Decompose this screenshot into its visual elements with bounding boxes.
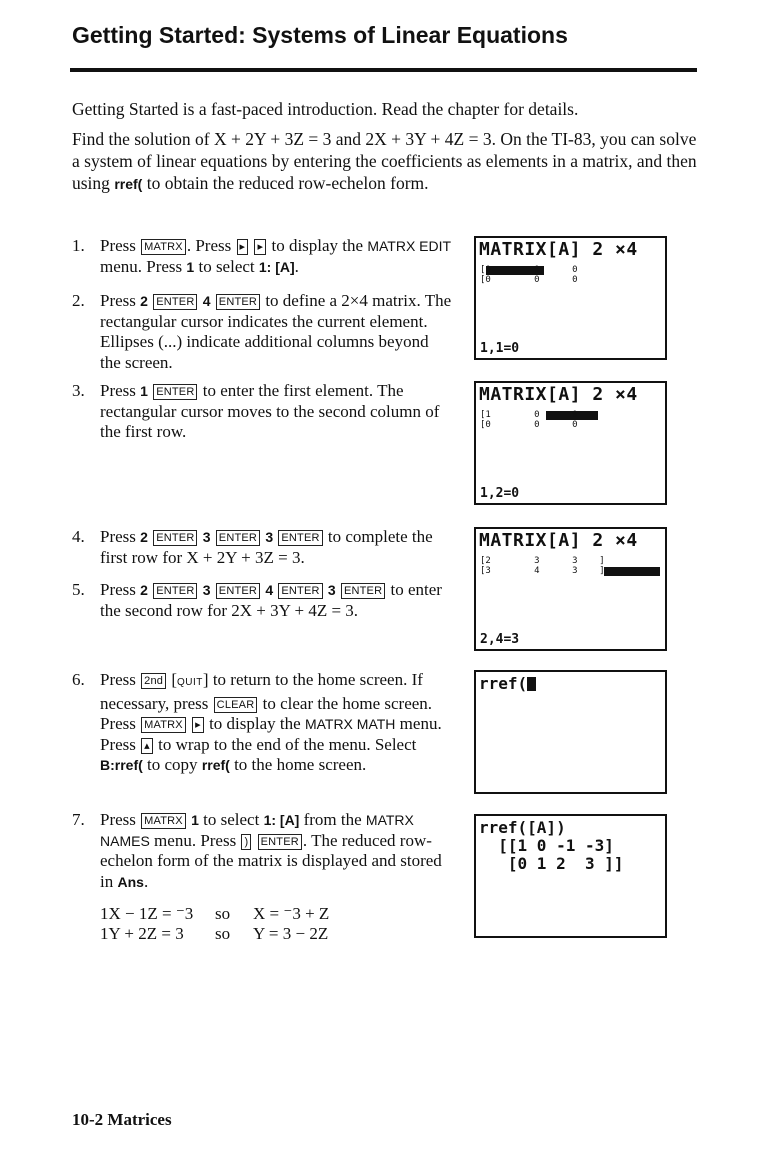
calculator-key: ENTER: [278, 583, 322, 599]
step-1: [72, 236, 452, 277]
matrix-row-2: [0 0 0: [480, 420, 600, 430]
page-title: Getting Started: Systems of Linear Equations: [72, 22, 568, 48]
matrix-row-1: [1 0 0: [480, 410, 600, 420]
step-text: [252, 831, 256, 850]
step-text: Press: [100, 810, 141, 829]
step-body: [100, 291, 452, 373]
step-text: to display the: [267, 236, 368, 255]
step-text: to clear the home screen. Press: [100, 693, 433, 733]
screen-header: MATRIX[A] 2 ×4: [479, 239, 638, 260]
calculator-key: ENTER: [216, 294, 260, 310]
step-text: Press: [100, 381, 141, 400]
key-entry: 1: [140, 383, 148, 399]
step-text: Press: [100, 670, 141, 689]
key-entry: 3: [202, 582, 211, 598]
calculator-screen-1: [474, 236, 667, 360]
home-line-1: [479, 675, 536, 692]
step-body: [100, 670, 452, 776]
calculator-key: ENTER: [153, 384, 197, 400]
matrix-row-1: [2 3 3 ]: [480, 556, 605, 566]
step-text: to complete the first row for X + 2Y + 3Z = 3.: [100, 527, 433, 567]
intro-rref-term: rref(: [114, 176, 143, 192]
step-body: [100, 381, 452, 443]
step-text: to wrap to the end of the menu. Select: [153, 734, 417, 754]
step-text: [211, 291, 215, 310]
step-text: [148, 580, 152, 599]
step-text: [249, 236, 253, 255]
step-text: [211, 527, 215, 546]
key-entry: 2: [140, 293, 148, 309]
step-text: . Press: [186, 236, 236, 255]
matrix-row-2: [0 0 0: [480, 275, 600, 285]
calculator-key: ): [241, 834, 251, 850]
matrix-row-2: [3 4 3 ]: [480, 566, 605, 576]
screen-header: MATRIX[A] 2 ×4: [479, 530, 638, 551]
step-text: to the home screen.: [229, 755, 367, 774]
step-text: from the: [299, 810, 366, 829]
calculator-screen-4: [474, 670, 667, 794]
page-footer: 10-2 Matrices: [72, 1110, 172, 1129]
step-3: [72, 381, 452, 443]
calculator-key: ENTER: [216, 530, 260, 546]
calculator-key: 2nd: [141, 673, 166, 689]
step-text: [148, 381, 152, 400]
calculator-key: ▸: [254, 239, 266, 255]
cursor-block: [527, 677, 536, 691]
equation-so: so: [215, 904, 231, 923]
menu-name: MATRX NAMES: [100, 812, 414, 849]
intro-paragraph-2: [72, 128, 702, 195]
key-entry: 1: [A]: [258, 258, 295, 275]
step-number: 2.: [72, 291, 85, 310]
step-6: [72, 670, 452, 776]
step-number: 3.: [72, 381, 85, 400]
step-text: Press: [100, 236, 141, 255]
step-text: [148, 527, 152, 546]
step-text: to define a 2×4 matrix. The rectangular cursor indicates the current element. Ellipses (...) indicate additional columns beyond the screen.: [100, 291, 452, 372]
home-line-2: [[1 0 -1 -3]: [479, 836, 614, 855]
step-body: [100, 810, 452, 892]
key-entry: rref(: [201, 757, 230, 773]
step-text: .: [294, 256, 299, 276]
step-2: [72, 291, 452, 373]
equation-left: 1Y + 2Z = 3: [100, 924, 184, 943]
title-rule: [70, 68, 697, 72]
home-line-3: [0 1 2 3 ]]: [479, 854, 624, 873]
step-text: [148, 291, 152, 310]
calculator-key: ENTER: [278, 530, 322, 546]
cursor-block: [604, 567, 660, 576]
menu-name: MATRX MATH: [304, 716, 396, 732]
key-entry: Ans: [117, 873, 144, 890]
calculator-key: ENTER: [153, 583, 197, 599]
step-text: Press: [100, 291, 141, 310]
step-text: Press: [100, 580, 141, 599]
key-entry: 3: [202, 529, 211, 545]
equation-right: Y = 3 − 2Z: [253, 924, 329, 943]
step-text: to select: [194, 256, 259, 276]
step-text: menu. Press: [149, 830, 241, 850]
matrix-row-1: [0 0 0: [480, 265, 600, 275]
step-text: [187, 714, 191, 733]
key-entry: 3: [265, 529, 274, 545]
screen-footer: 1,1=0: [480, 341, 520, 356]
step-text: menu. Press: [100, 714, 442, 754]
step-text: [273, 580, 277, 599]
step-text: Press: [100, 527, 141, 546]
intro-text-end: to obtain the reduced row-echelon form.: [142, 173, 429, 193]
key-entry: 2: [140, 529, 148, 545]
step-text: [273, 527, 277, 546]
calculator-key: MATRX: [141, 239, 186, 255]
intro-paragraph-1: Getting Started is a fast-paced introduction. Read the chapter for details.: [72, 99, 579, 119]
key-entry: 3: [327, 582, 336, 598]
calculator-screen-3: [474, 527, 667, 651]
step-text: [: [167, 670, 178, 689]
key-entry: 1: [186, 258, 195, 275]
calculator-key: MATRX: [141, 813, 186, 829]
equation-so: so: [215, 924, 231, 943]
menu-name: MATRX EDIT: [367, 238, 452, 254]
step-7: [72, 810, 452, 892]
step-body: [100, 580, 452, 621]
key-entry: 1: [A]: [263, 812, 300, 828]
screen-header: MATRIX[A] 2 ×4: [479, 384, 638, 405]
step-text: .: [143, 871, 149, 891]
step-text: ] to return to the home screen. If necessary, press: [100, 670, 423, 713]
calculator-key: ENTER: [258, 834, 302, 850]
intro: [72, 98, 702, 203]
key-entry: 4: [265, 582, 274, 598]
calculator-key: ENTER: [216, 583, 260, 599]
step-number: 1.: [72, 236, 85, 255]
key-entry: 1: [191, 812, 199, 828]
calculator-screen-5: [474, 814, 667, 938]
home-text: rref(: [479, 674, 528, 693]
step-text: to copy: [142, 755, 202, 774]
equation-row: [100, 924, 329, 944]
step-text: . The reduced row-echelon form of the matrix is displayed and stored in: [100, 830, 442, 891]
key-entry: 2: [140, 582, 148, 598]
step-number: 5.: [72, 580, 85, 599]
calculator-key: ▴: [141, 738, 153, 754]
step-text: [336, 580, 340, 599]
equation-right: X = ⁻3 + Z: [253, 904, 330, 923]
step-text: to select: [198, 810, 264, 829]
calculator-key: CLEAR: [214, 697, 258, 713]
calculator-key: ENTER: [153, 294, 197, 310]
second-function: QUIT: [177, 677, 203, 688]
step-text: menu. Press: [100, 256, 187, 276]
calculator-key: ENTER: [153, 530, 197, 546]
calculator-key: ▸: [192, 717, 204, 733]
step-text: to enter the first element. The rectangular cursor moves to the second column of the first row.: [100, 381, 440, 441]
calculator-screen-2: [474, 381, 667, 505]
step-number: 7.: [72, 810, 85, 829]
key-entry: B:rref(: [100, 757, 143, 773]
step-number: 4.: [72, 527, 85, 546]
step-5: [72, 580, 452, 621]
home-line-1: rref([A]): [479, 818, 566, 837]
key-entry: 4: [202, 293, 211, 309]
screen-footer: 1,2=0: [480, 486, 520, 501]
calculator-key: MATRX: [141, 717, 186, 733]
step-4: [72, 527, 452, 568]
step-text: to display the: [204, 714, 305, 733]
step-number: 6.: [72, 670, 85, 689]
step-text: to enter the second row for 2X + 3Y + 4Z = 3.: [100, 580, 442, 620]
calculator-key: ENTER: [341, 583, 385, 599]
calculator-key: ▸: [237, 239, 249, 255]
screen-footer: 2,4=3: [480, 632, 520, 647]
step-body: [100, 527, 452, 568]
equation-left: 1X − 1Z = ⁻3: [100, 904, 194, 923]
equations: [100, 904, 329, 944]
equation-row: [100, 904, 329, 924]
step-text: [211, 580, 215, 599]
step-body: [100, 236, 452, 277]
intro-text: Find the solution of X + 2Y + 3Z = 3 and 2X + 3Y + 4Z = 3. On the TI-83, you can solve a system of linear equations by entering the coefficients as elements in a matrix, and then using: [72, 129, 697, 193]
